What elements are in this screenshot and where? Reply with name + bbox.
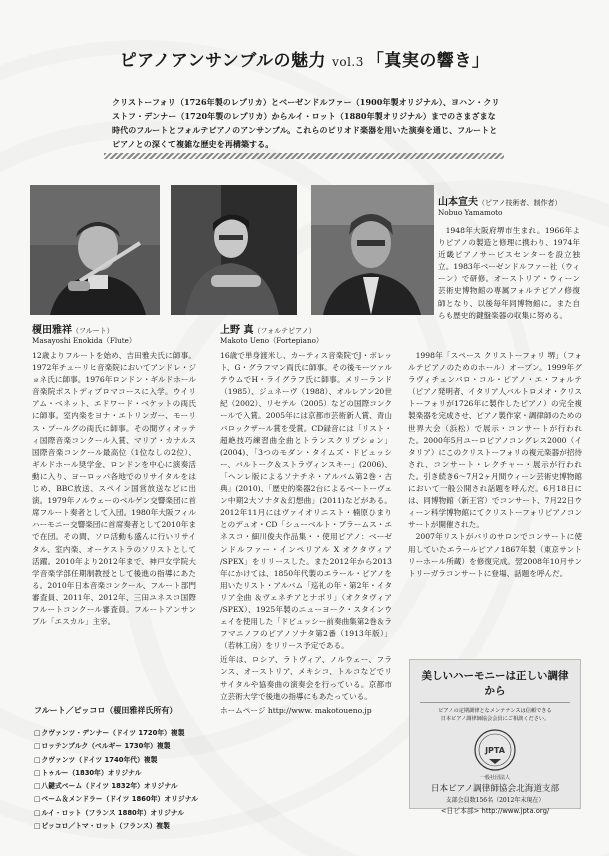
title-sub: 「真実の響き」 <box>366 51 490 71</box>
association-desc-2: 日本ピアノ調律師協会会員にご相談ください。 <box>440 716 550 722</box>
flute-item: □ トゥルー（1830年）オリジナル <box>34 767 198 780</box>
yamamoto-bio-1: 1948年大阪府堺市生まれ。1966年よりピアノの製造と修理に携わり、1974年近畿ピアノサービスセンターを設立独立。1983年ベーゼンドルファー社（ウィーン）で研修。オーストリア・ウィーン芸術史博物館の専属フォルテピアノ修復師となり、以後毎年同博物館に。また自らも歴史的鍵盤楽器の収集に努める。 <box>438 226 580 320</box>
association-org: 日本ピアノ調律師協会北海道支部 <box>430 784 560 794</box>
enokida-name-block <box>32 326 136 346</box>
flute-item: □ ピッコロ／トマ・ロット（フランス）複製 <box>34 820 198 833</box>
association-desc-1: ピアノの定期調律となメンテナンスは信頼できる <box>438 708 552 714</box>
ueno-bio <box>220 350 392 717</box>
association-headline: 美しいハーモニーは正しい調律から <box>420 668 570 703</box>
flute-item: □ ベーム＆メンドラー（ドイツ 1860年）オリジナル <box>34 793 198 806</box>
enokida-bio-text: 12歳よりフルートを始め、吉田雅夫氏に師事。1972年チューリヒ音楽院においてアンドレ・ジョネ氏に師事。1976年ロンドン・ギルドホール音楽院ポストディプロマコースに入学。ウイリアム・ベネット、エドワード・ベケットの両氏に師事。室内楽をヨナ・エトリンガー、モーリス・プールグの両氏に師事。その間ヴィオッティ国際音楽コンクール入賞、マリア・カナルス国際音楽コンクール最高位（1位なしの2位）、ギルドホール奨学金、ロンドンを中心に演奏活動に入り、ヨーロッパ各地でのリサイタルをはじめ、BBC放送、スペイン国営放送などに出演。1979年ノルウェーのベルゲン交響楽団に首席フルート奏者として入団。1980年大阪フィルハーモニー交響楽団に首席奏者として2010年まで在団。その間、ソロ活動も盛んに行いリサイタル、室内楽、オーケストラのソリストとして活躍。2010年より2012年まで、神戸女学院大学音楽学部任期制教授として後進の指導にあたる。2010年日本音楽コンクール、フルート部門審査員、2011年、2012年、三田ユネスコ国際フルートコンクール審査員。フルートアンサンブル「エスカル」主宰。 <box>32 351 196 627</box>
flute-item: □ クヴァンツ（ドイツ 1740年代）複製 <box>34 754 198 767</box>
yamamoto-name-block <box>438 198 561 218</box>
flute-list <box>34 727 198 833</box>
ueno-role: （フォルテピアノ） <box>253 327 316 335</box>
yamamoto-name: 山本宣夫 <box>438 197 478 208</box>
yamamoto-bio-lower <box>408 350 582 580</box>
flute-item: □ ロッテンブルク（ベルギー 1730年）複製 <box>34 740 198 753</box>
flute-list-title: フルート／ピッコロ（榎田雅祥氏所有） <box>34 706 178 715</box>
yamamoto-role: （ピアノ技術者、制作者） <box>478 199 562 207</box>
photo-yamamoto <box>311 185 434 315</box>
ueno-homepage[interactable]: ホームページ http://www. makotoueno.jp <box>220 705 372 715</box>
ueno-bio-text: 16歳で単身渡米し、カーティス音楽院でJ・ボレット、G・グラフマン両氏に師事。その後モーツァルテウムでH・ライグラフ氏に師事。メリーランド（1985）、ジュネーヴ（1988）、オルレアン20世紀（2002）、リセテル（2005）などの国際コンクールで入賞。2005年には京都市芸術新人賞、青山バロックザール賞を受賞。CD録音には「リスト・超絶技巧練習曲全曲とトランスクリプション」(2004)、「3つのモダン・タイムズ・ドビュッシー、バルトーク＆ストラヴィンスキー」(2006)、「ヘンレ版によるソナチネ・アルバム第2巻・古典」(2010)、「歴史的楽器2台によるベートーヴェン中期2大ソナタ＆幻想曲」(2011)などがある。2012年11月にはヴァイオリニスト・楠原ひまりとのデュオ・CD「シューベルト・ブラームス・エネスコ・細川俊夫作品集・・使用ピアノ：ベーゼンドルファー・インペリアル X オクタヴィア /SPEX」をリリースした。また2012年から2013年にかけては、1850年代製のエラール・ピアノを用いたリスト・アルバム「巡礼の年・第2年・イタリア全曲 ＆ヴェネチアとナポリ」（オクタヴィア /SPEX）、1925年製のニューヨーク・スタインウェイを使用した「ドビュッシー前奏曲集第2巻＆ラフマニノフのピアノソナタ第2番（1913年版）」（若林工房）をリリース予定である。 <box>220 351 392 651</box>
enokida-romaji: Masayoshi Enokida（Flute） <box>32 336 137 345</box>
association-box <box>409 659 581 815</box>
association-web[interactable]: <日ピ本部> http://www.jpta.org/ <box>440 807 550 815</box>
yamamoto-bio-3: 2007年リストがバリのサロンでコンサートに使用していたエラールピアノ1867年製（東京サントリーホール所蔵）を修復完成。翌2008年10月サントリーガラコンサートに登場、話題を呼んだ。 <box>408 532 582 578</box>
ueno-romaji: Makoto Ueno（Fortepiano） <box>220 336 324 345</box>
ueno-name-block <box>220 326 323 346</box>
enokida-role: （フルート） <box>72 327 114 335</box>
enokida-name: 榎田雅祥 <box>32 325 72 336</box>
title-vol: vol.3 <box>332 55 364 69</box>
jpta-logo-icon <box>473 728 517 772</box>
association-desc <box>410 707 580 723</box>
intro-text: クリストーフォリ（1726年製のレプリカ）とベーゼンドルファー（1900年製オリジナル）、ヨハン・クリストフ・デンナー（1720年製のレプリカ）からルイ・ロット（1880年製オリジナル）までのさまざまな時代のフルートとフォルテピアノのアンサンブル。これらのピリオド楽器を用いた演奏を通じ、フルートとピアノとの深くて複雑な歴史を再構築する。 <box>112 97 500 149</box>
association-count: 支部会員数156名（2012年末現在） <box>445 797 545 804</box>
ueno-name: 上野 真 <box>220 325 254 336</box>
yamamoto-bio-top <box>438 225 580 322</box>
flute-item: □ クヴァンツ・デンナー（ドイツ 1720年）複製 <box>34 727 198 740</box>
enokida-bio <box>32 350 196 628</box>
yamamoto-romaji: Nobuo Yamamoto <box>438 208 503 217</box>
association-sub: 一般社団法人 <box>479 775 510 781</box>
flute-item: □ 八鍵式ベーム（ドイツ 1832年）オリジナル <box>34 780 198 793</box>
ueno-bio-text-2: 近年は、ロシア、ラトヴィア、ノルウェー、フランス、オーストリア、メキシコ、トルコなどでリサイタルや協奏曲の演奏会を行っている。京都市立芸術大学で後進の指導にもあたっている。 <box>220 655 392 701</box>
hatched-divider <box>104 153 504 159</box>
yamamoto-bio-2: 1998年「スペース クリストーフォリ 堺」（フォルテピアノのためのホール）オープン。1999年グラヴィチェンバロ・コル・ピアノ・エ・フォルテ（ピアノ発明者、イタリア人バルトロメオ・クリストーフォリが1726年に製作したピアノ）の完全複製楽器を完成させ、ピアノ製作家・調律師のための世界大会（浜松）で展示・コンサートが行われた。2000年5月ユーロピアノコングレス2000（イタリア）にこのクリストーフォリの複元楽器が招待され、コンサート・レクチャー・展示が行われた。引き続き6〜7月2ヶ月間ウィーン芸術史博物館において一般公開され話題を呼んだ。6月18日には、同博物館（新王宮）でコンサート、7月22日ウィーン科学博物館にてクリストーフォリピアノコンサートが開催された。 <box>408 351 582 530</box>
photo-ueno <box>171 185 297 315</box>
jpta-logo-text: JPTA <box>485 746 505 755</box>
page-title <box>0 46 609 71</box>
flute-item: □ ルイ・ロット（フランス 1880年）オリジナル <box>34 807 198 820</box>
photo-enokida <box>30 185 160 315</box>
title-main: ピアノアンサンブルの魅力 <box>119 51 327 71</box>
